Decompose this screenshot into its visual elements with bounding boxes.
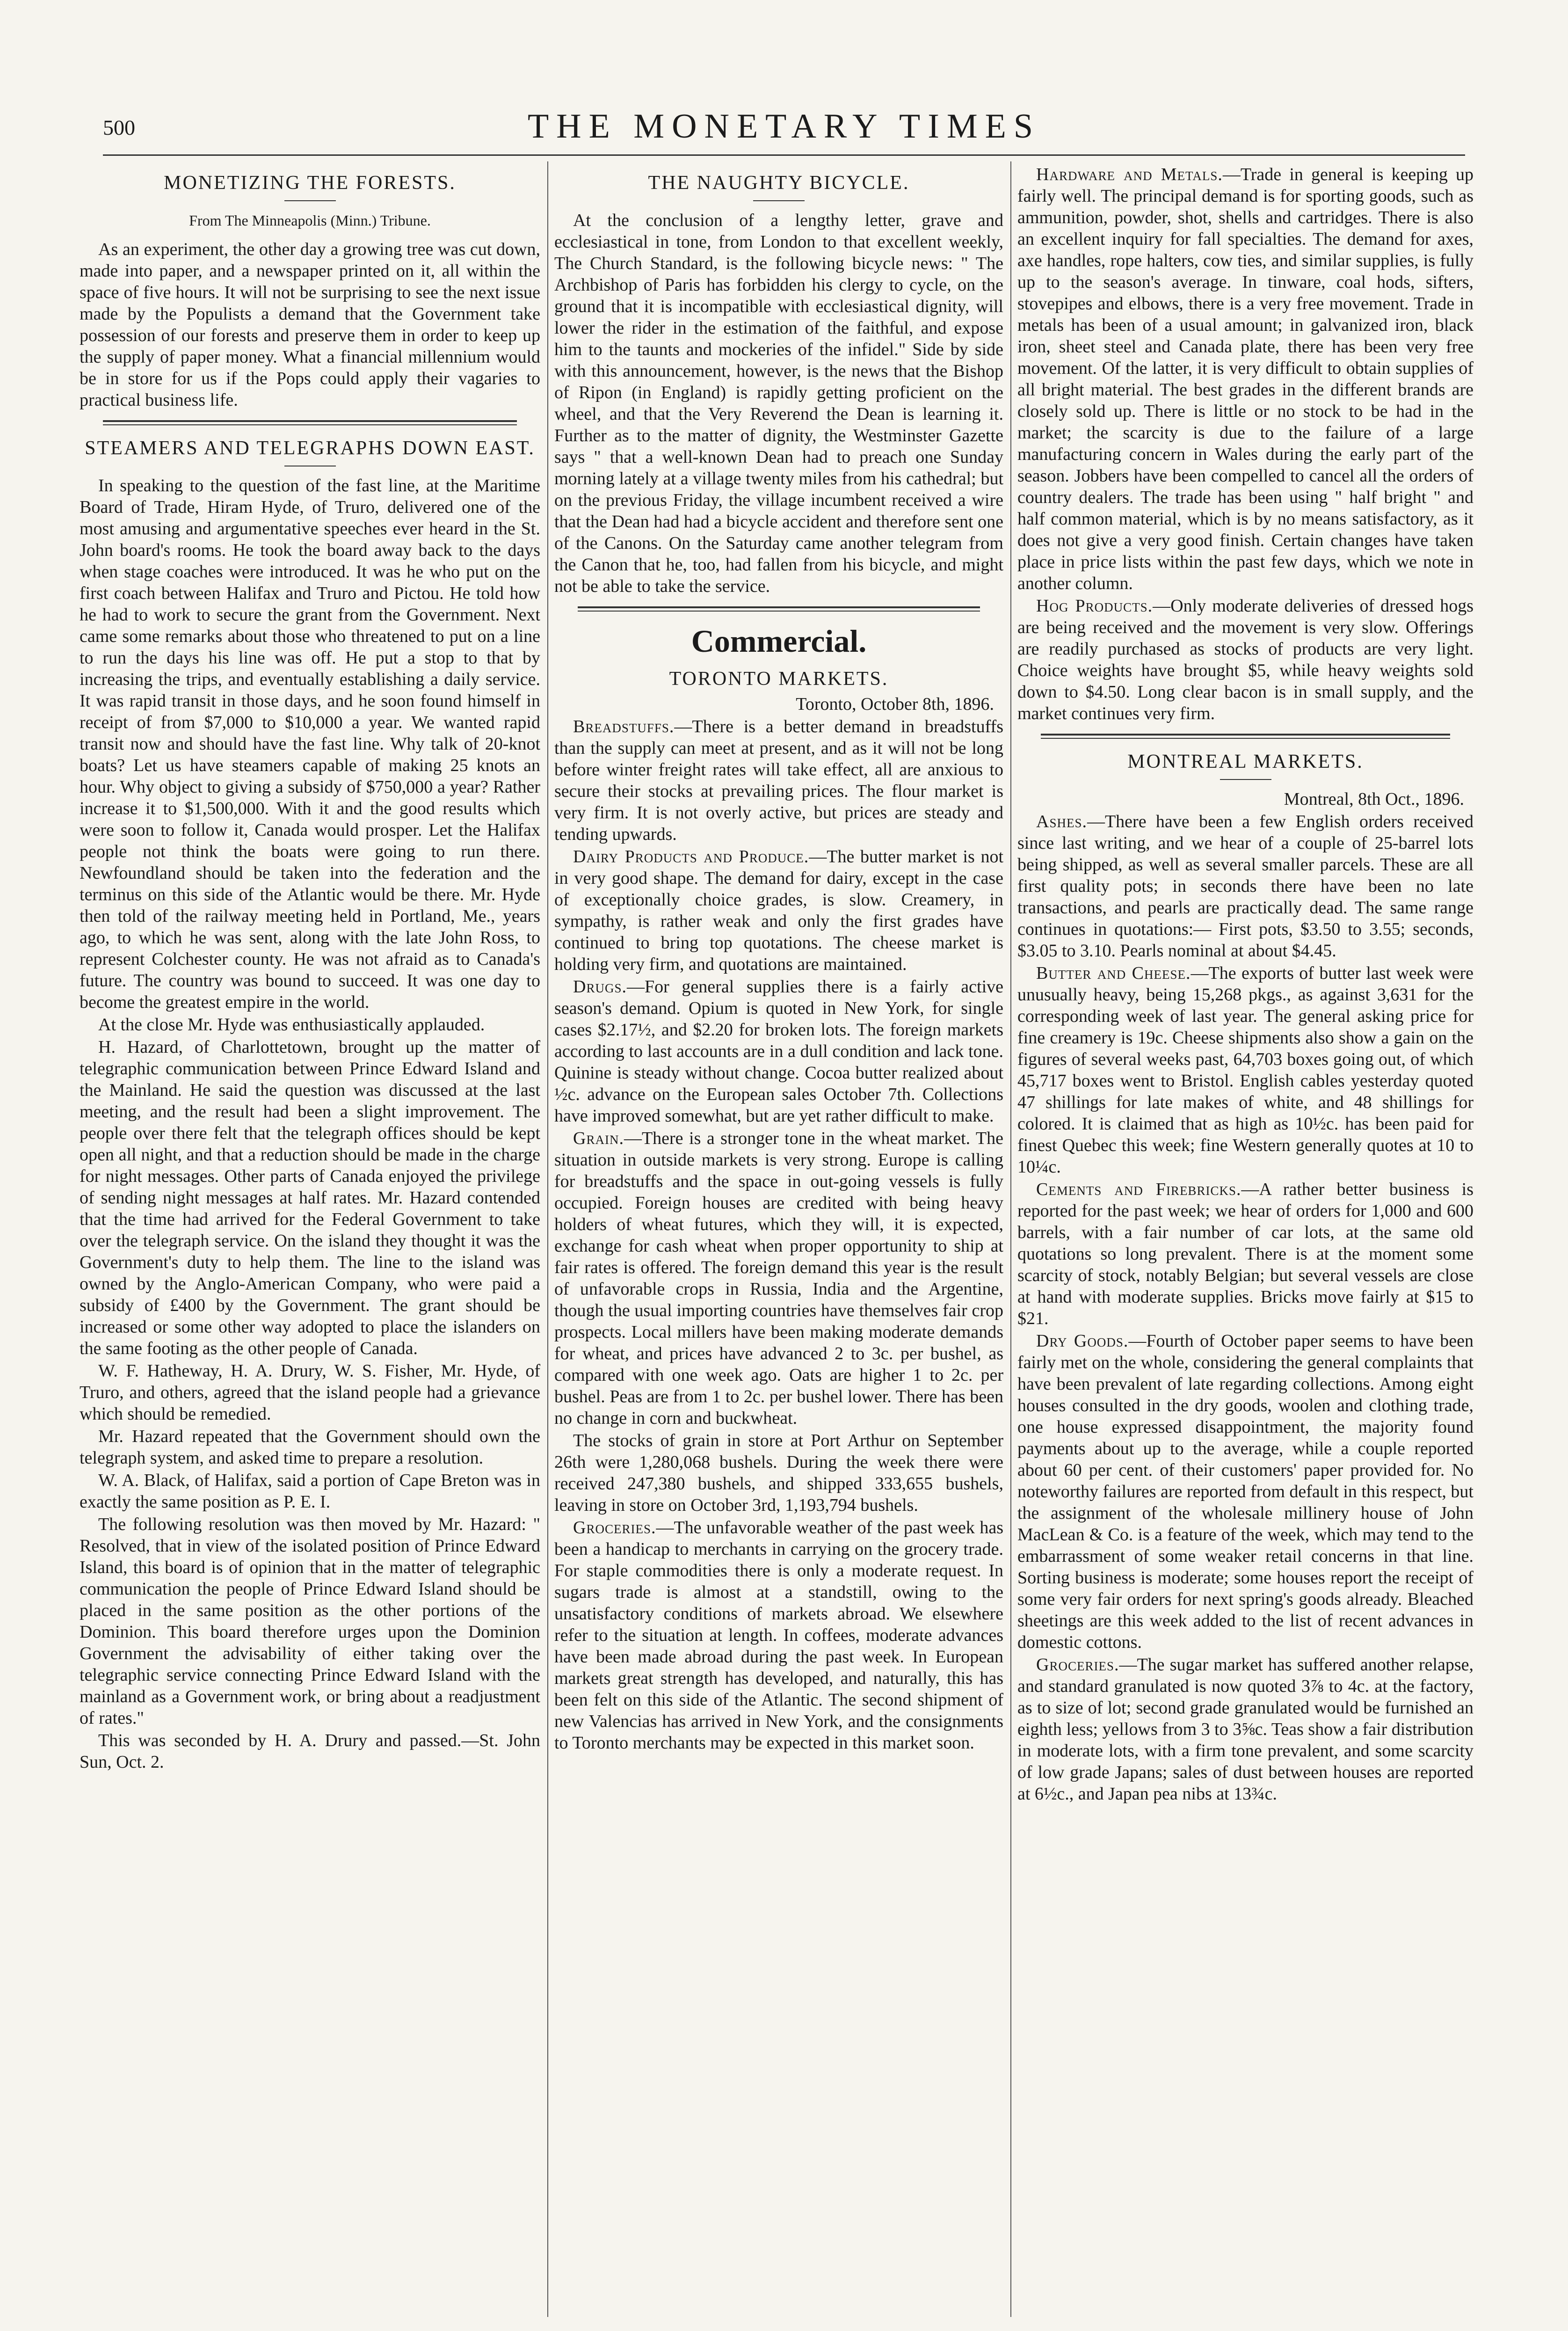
market-paragraph: [554, 976, 1003, 1127]
market-paragraph: [1017, 1330, 1474, 1653]
article-separator: [578, 606, 980, 612]
article-paragraph: As an experiment, the other day a growing tree was cut down, made into paper, and a newspaper printed on it, all within the space of five hours. It will not be surprising to see the next issue made by the Populists a demand that the Government take possession of our forests and preserve them in order to keep up the supply of paper money. What a financial millennium would be in store for us if the Pops could apply their vagaries to practical business life.: [80, 240, 540, 410]
market-text: —The butter market is not in very good shape. The demand for dairy, except in the case of exceptionally choice grades, is slow. Creamery, in sympathy, is rather weak and only the first grades have continued to bring top quotations. The cheese market is holding very firm, and quotations are maintained.: [554, 847, 1003, 974]
article-heading: MONETIZING THE FORESTS.: [164, 172, 456, 194]
market-category: Groceries.: [573, 1518, 656, 1537]
market-category: Butter and Cheese.: [1036, 963, 1191, 983]
market-category: Cements and Firebricks.: [1036, 1180, 1241, 1199]
article-paragraph: H. Hazard, of Charlottetown, brought up the matter of telegraphic communication between Prince Edward Island and the Mainland. He said the question was discussed at the last meeting, and the result had been a slight improvement. The people over there felt that the telegraph offices should be kept open all night, and that a reduction should be made in the charge for night messages. Other parts of Canada enjoyed the privilege of sending night messages at half rates. Mr. Hazard contended that the time had arrived for the Federal Government to take over the telegraph service. On the island they thought it was the Government's duty to help them. The line to the island was owned by the Anglo-American Company, who were paid a subsidy of £400 by the Government. The grant should be increased or some other way adopted to place the islanders on the same footing as the other people of Canada.: [80, 1037, 540, 1358]
market-text: —Only moderate deliveries of dressed hogs are being received and the movement is very slow. Offerings are readily purchased as stocks of products are very light. Choice weights have brought $5, while heavy weights sold down to $4.50. Long clear bacon is in small supply, and the market continues very firm.: [1017, 596, 1474, 723]
article-separator: [1041, 734, 1450, 739]
market-category: Groceries.: [1036, 1655, 1119, 1675]
market-paragraph: [554, 846, 1003, 975]
column-divider: [1010, 161, 1011, 2317]
market-paragraph: [1017, 1179, 1474, 1329]
market-category: Hardware and Metals.: [1036, 165, 1223, 184]
article-heading: STEAMERS AND TELEGRAPHS DOWN EAST.: [85, 437, 535, 459]
market-text: —A rather better business is reported for the past week; we hear of orders for 1,000 and 600 barrels, with a fair number of car lots, at the same old quotations so long prevalent. There is at the moment some scarcity of stock, notably Belgian; but several vessels are close at hand with moderate supplies. Bricks move fairly at $15 to $21.: [1017, 1180, 1474, 1328]
article-paragraph: W. A. Black, of Halifax, said a portion of Cape Breton was in exactly the same position as P. E. I.: [80, 1471, 540, 1512]
article-paragraph: Mr. Hazard repeated that the Government should own the telegraph system, and asked time to prepare a resolution.: [80, 1427, 540, 1468]
article-source: From The Minneapolis (Minn.) Tribune.: [189, 212, 431, 229]
column-divider: [547, 161, 548, 2317]
market-paragraph: [554, 716, 1003, 845]
article-separator: [103, 420, 517, 425]
market-category: Hog Products.: [1036, 596, 1153, 616]
article-heading: TORONTO MARKETS.: [669, 668, 889, 690]
page-number: 500: [103, 116, 135, 139]
market-category: Dry Goods.: [1036, 1331, 1129, 1351]
masthead: [103, 107, 1465, 158]
article-paragraph: In speaking to the question of the fast line, at the Maritime Board of Trade, Hiram Hyde, of Truro, delivered one of the most amusing and argumentative speeches ever heard in the St. John board's rooms. He took the board away back to the days when stage coaches were introduced. It was he who put on the first coach between Halifax and Truro and Pictou. He told how he had to work to secure the grant from the Government. Next came some remarks about those who threatened to put on a line to run the days his line was off. He put a stop to that by increasing the trips, and eventually establishing a daily service. It was rapid transit in those days, and he soon found himself in receipt of from $7,000 to $10,000 a year. We wanted rapid transit now and should have the fast line. Why talk of 20-knot boats? Let us have steamers capable of making 25 knots an hour. Why object to giving a subsidy of $750,000 a year? Rather increase it to $1,500,000. With it and the good results which were soon to follow it, Canada would prosper. Let the Halifax people not think the boats were going to run there. Newfoundland should be taken into the federation and the terminus on this side of the Atlantic would be there. Mr. Hyde then told of the railway meeting held in Portland, Me., years ago, to which he was sent, along with the late John Ross, to represent Colchester county. He was not afraid as to Canada's future. The country was bound to succeed. It was one day to become the greatest empire in the world.: [80, 476, 540, 1012]
market-paragraph: [1017, 962, 1474, 1178]
market-paragraph: [1017, 164, 1474, 594]
market-paragraph: [1017, 595, 1474, 724]
market-text: —Fourth of October paper seems to have been fairly met on the whole, considering the general complaints that have been prevalent of late regarding collections. Among eight houses consulted in the dry goods, woolen and clothing trade, one house expressed disappointment, the majority found payments about up to the average, while a couple reported about 60 per cent. of their customers' paper provided for. No noteworthy failures are reported from default in this respect, but the assignment of the wholesale millinery house of John MacLean & Co. is a feature of the week, which may tend to the embarrassment of some weaker retail concerns in that line. Sorting business is moderate; some houses report the receipt of some very fair orders for next spring's goods already. Bleached sheetings are this week added to the list of recent advances in domestic cottons.: [1017, 1331, 1474, 1652]
market-text: —The exports of butter last week were unusually heavy, being 15,268 pkgs., as against 3,631 for the corresponding week of last year. The general asking price for fine creamery is 19c. Cheese shipments also show a gain on the figures of several weeks past, 64,703 boxes going out, of which 45,717 boxes went to Bristol. English cables yesterday quoted 47 shillings for late makes of white, and 48 shillings for colored. It is claimed that as high as 10½c. has been paid for finest Quebec this week; fine Western generally quotes at 10 to 10¼c.: [1017, 963, 1474, 1177]
newspaper-title: THE MONETARY TIMES: [527, 107, 1041, 146]
market-paragraph: [554, 1517, 1003, 1754]
masthead-rule: [103, 154, 1465, 156]
column-right: [1017, 164, 1474, 2317]
market-text: —There have been a few English orders received since last writing, and we hear of a couple of 25-barrel lots being shipped, as well as several smaller parcels. These are all first quality pots; in seconds there have been no late transactions, and pearls are practically dead. The same range continues in quotations:— First pots, $3.50 to 3.55; seconds, $3.05 to 3.10. Pearls nominal at about $4.45.: [1017, 812, 1474, 961]
column-middle: [554, 164, 1003, 2317]
market-paragraph: [1017, 1654, 1474, 1805]
section-heading: Commercial.: [691, 623, 867, 659]
dateline: Montreal, 8th Oct., 1896.: [1284, 789, 1464, 809]
market-category: Grain.: [573, 1129, 624, 1148]
heading-rule: [753, 200, 805, 201]
article-paragraph: This was seconded by H. A. Drury and passed.—St. John Sun, Oct. 2.: [80, 1731, 540, 1772]
article-paragraph: At the close Mr. Hyde was enthusiastically applauded.: [98, 1015, 485, 1034]
heading-rule: [1220, 779, 1271, 780]
market-text: —For general supplies there is a fairly active season's demand. Opium is quoted in New York, for single cases $2.17½, and $2.20 for broken lots. The foreign markets according to last accounts are in a dull condition and lack tone. Quinine is steady without change. Cocoa butter realized about ½c. advance on the European sales October 7th. Collections have improved somewhat, but are yet rather difficult to make.: [554, 977, 1003, 1126]
market-text: —Trade in general is keeping up fairly well. The principal demand is for sporting goods, such as ammunition, powder, shot, shells and cartridges. There is also an excellent inquiry for fall specialties. The demand for axes, axe handles, rope halters, cow ties, and similar supplies, is fully up to the season's average. In tinware, coal hods, sifters, stovepipes and elbows, there is a very free movement. Trade in metals has been of a usual amount; in galvanized iron, black iron, sheet steel and Canada plate, there has been very free movement. Of the latter, it is very difficult to obtain supplies of all bright material. The best grades in the different brands are closely sold up. There is little or no stock to be had in the market; the scarcity is due to the failure of a large manufacturing concern in Wales during the early part of the season. Jobbers have been compelled to cancel all the orders of country dealers. The trade has been using " half bright " and half common material, which is by no means satisfactory, as it does not give a very good finish. Certain changes have taken place in price lists within the past few days, which we note in another column.: [1017, 165, 1474, 593]
article-paragraph: At the conclusion of a lengthy letter, grave and ecclesiastical in tone, from London to that excellent weekly, The Church Standard, is the following bicycle news: " The Archbishop of Paris has forbidden his clergy to cycle, on the ground that it is incompatible with ecclesiastical dignity, will lower the rider in the estimation of the faithful, and expose him to the taunts and mockeries of the infidel." Side by side with this announcement, however, is the news that the Bishop of Ripon (in England) is rapidly getting proficient on the wheel, and that the Very Reverend the Dean is learning it. Further as to the matter of dignity, the Westminster Gazette says " that a well-known Dean had to preach one Sunday morning lately at a village twenty miles from his cathedral; but on the previous Friday, the village incumbent received a wire that the Dean had had a bicycle accident and therefore sent one of the Canons. On the Saturday came another telegram from the Canon that he, too, had fallen from his bicycle, and might not be able to take the service.: [554, 211, 1003, 596]
article-paragraph: W. F. Hatheway, H. A. Drury, W. S. Fisher, Mr. Hyde, of Truro, and others, agreed that the island people had a grievance which should be remedied.: [80, 1361, 540, 1424]
market-paragraph: [1017, 811, 1474, 962]
market-paragraph: [554, 1128, 1003, 1429]
heading-rule: [284, 200, 336, 201]
article-paragraph: The following resolution was then moved by Mr. Hazard: " Resolved, that in view of the isolated position of Prince Edward Island, this board is of opinion that in the matter of telegraphic communication the people of Prince Edward Island should be placed in the same position as the other portions of the Dominion. This board therefore urges upon the Dominion Government the advisability of either taking over the telegraphic service connecting Prince Edward Island with the mainland as a Government work, or bring about a readjustment of rates.": [80, 1515, 540, 1728]
article-heading: MONTREAL MARKETS.: [1127, 751, 1364, 772]
market-paragraph: The stocks of grain in store at Port Arthur on September 26th were 1,280,068 bushels. During the week there were received 247,380 bushels, and shipped 333,655 bushels, leaving in store on October 3rd, 1,193,794 bushels.: [554, 1431, 1003, 1515]
market-text: —There is a stronger tone in the wheat market. The situation in outside markets is very strong. Europe is calling for breadstuffs and the space in out-going vessels is fully occupied. Foreign houses are credited with being heavy holders of wheat futures, which they will, it is expected, exchange for cash wheat when proper opportunity to ship at fair rates is offered. The foreign demand this year is the result of unfavorable crops in Russia, India and the Argentine, though the usual importing countries have themselves fair crop prospects. Local millers have been making moderate demands for wheat, and prices have advanced 2 to 3c. per bushel, as compared with one week ago. Oats are higher 1 to 2c. per bushel. Peas are from 1 to 2c. per bushel lower. There has been no change in corn and buckwheat.: [554, 1129, 1003, 1428]
dateline: Toronto, October 8th, 1896.: [796, 694, 994, 714]
market-category: Dairy Products and Produce.: [573, 847, 809, 867]
market-text: —The sugar market has suffered another relapse, and standard granulated is now quoted 3⅞ to 4c. at the factory, as to size of lot; second grade granulated would be furnished an eighth less; yellows from 3 to 3⅝c. Teas show a fair distribution in moderate lots, with a firm tone prevalent, and some scarcity of low grade Japans; sales of dust between houses are reported at 6½c., and Japan pea nibs at 13¾c.: [1017, 1655, 1474, 1804]
market-text: —There is a better demand in breadstuffs than the supply can meet at present, and as it will not be long before winter freight rates will take effect, all are anxious to secure their stocks at prevailing prices. The flour market is very firm. It is not overly active, but prices are steady and tending upwards.: [554, 717, 1003, 844]
market-category: Breadstuffs.: [573, 717, 675, 736]
market-category: Drugs.: [573, 977, 627, 997]
market-text: —The unfavorable weather of the past week has been a handicap to merchants in carrying on the grocery trade. For staple commodities there is only a moderate request. In sugars trade is almost at a standstill, owing to the unsatisfactory conditions of markets abroad. We elsewhere refer to the situation at length. In coffees, moderate advances have been made abroad during the past week. In European markets great strength has developed, and naturally, this has been felt on this side of the Atlantic. The second shipment of new Valencias has arrived in New York, and the consignments to Toronto merchants may be expected in this market soon.: [554, 1518, 1003, 1753]
market-category: Ashes.: [1036, 812, 1087, 831]
column-left: [80, 164, 540, 2317]
article-heading: THE NAUGHTY BICYCLE.: [648, 172, 910, 194]
